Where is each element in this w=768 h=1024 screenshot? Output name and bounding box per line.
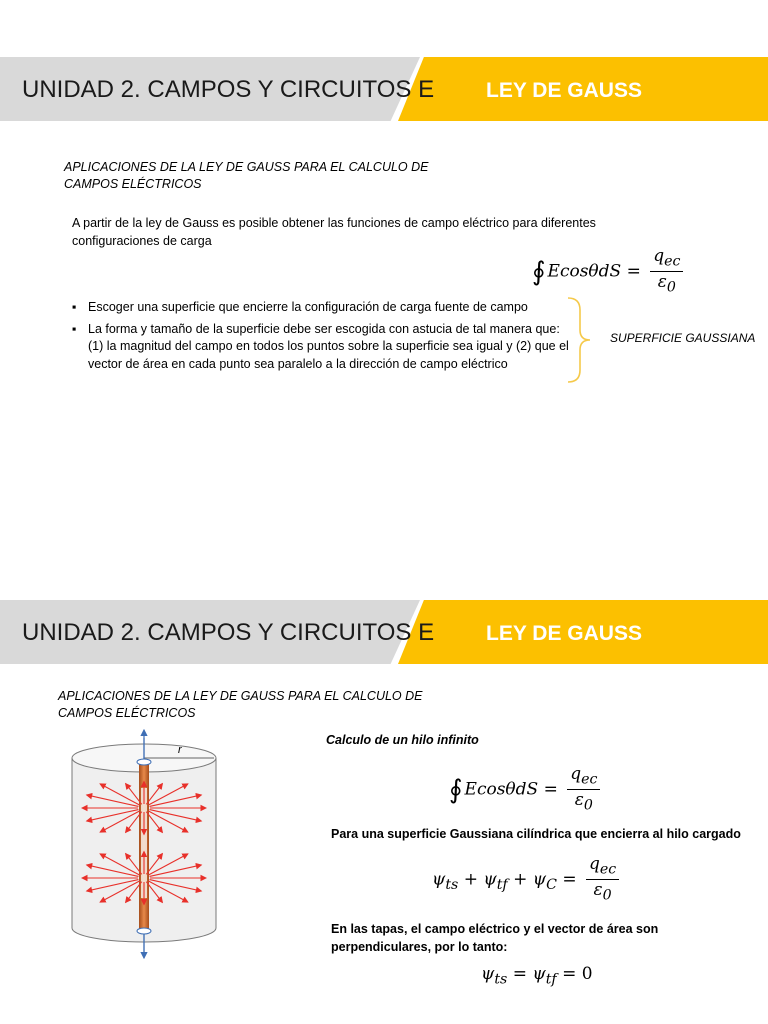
formula-rhs: 0 (581, 964, 593, 984)
flux-term-sub: ts (445, 876, 459, 893)
gauss-law-formula (532, 246, 683, 298)
header-title: UNIDAD 2. CAMPOS Y CIRCUITOS E (22, 619, 435, 646)
flux-term: ψ (432, 869, 446, 890)
end-caps-text: En las tapas, el campo eléctrico y el vector de área son perpendiculares, por lo tanto: (331, 922, 659, 954)
formula-numerator: q (653, 246, 665, 266)
formula-fraction (567, 764, 600, 816)
flux-term: ψ (532, 964, 546, 984)
flux-sum-formula (432, 854, 619, 906)
header-topic: LEY DE GAUSS (486, 622, 642, 645)
flux-term: ψ (532, 869, 547, 890)
formula-numerator-sub: ec (581, 771, 598, 788)
formula-denominator-sub: 0 (583, 797, 593, 814)
plus-sign: + (513, 869, 528, 890)
bullet-list (72, 299, 572, 377)
formula-numerator-sub: ec (599, 861, 617, 878)
formula-denominator: ε (593, 880, 603, 901)
brace-label: SUPERFICIE GAUSSIANA (610, 331, 756, 345)
header-title: UNIDAD 2. CAMPOS Y CIRCUITOS E (22, 76, 435, 103)
wire-top-end (137, 759, 151, 765)
equals-sign: = (562, 869, 577, 890)
flux-term-sub: C (546, 876, 557, 893)
equals-sign: = (512, 964, 527, 984)
intro-paragraph: A partir de la ley de Gauss es posible obtener las funciones de campo eléctrico para diferentes configuraciones de carga (72, 216, 596, 248)
header-topic: LEY DE GAUSS (486, 79, 642, 102)
slide-subtitle: APLICACIONES DE LA LEY DE GAUSS PARA EL CALCULO DE CAMPOS ELÉCTRICOS (64, 160, 429, 191)
section-title: Calculo de un hilo infinito (326, 733, 479, 747)
bullet-item: ▪ La forma y tamaño de la superficie debe ser escogida con astucia de tal manera que: (1) la magnitud del campo en todos los puntos sobre la superficie sea igual y (2) que el vector de área en cada punto sea paralelo a la dirección de campo eléctrico (72, 321, 569, 371)
formula-numerator: q (570, 764, 582, 784)
equals-sign: = (562, 964, 577, 984)
formula-fraction (650, 246, 683, 298)
curly-brace-icon (564, 296, 600, 384)
contour-integral-icon: ∮ (449, 774, 463, 805)
end-caps-flux-formula (481, 964, 593, 987)
wire-highlight (141, 788, 147, 898)
formula-denominator: ε (657, 272, 667, 293)
flux-term-sub: tf (496, 876, 508, 893)
bullet-text: Escoger una superficie que encierre la configuración de carga fuente de campo (88, 300, 528, 314)
formula-fraction (586, 854, 619, 906)
formula-denominator-sub: 0 (602, 887, 612, 904)
slide-2 (0, 540, 768, 1024)
cylindrical-surface-text: Para una superficie Gaussiana cilíndrica que encierra al hilo cargado (331, 827, 741, 841)
formula-denominator: ε (574, 790, 584, 811)
slide-subtitle: APLICACIONES DE LA LEY DE GAUSS PARA EL CALCULO DE CAMPOS ELÉCTRICOS (58, 689, 423, 720)
bullet-item: ▪ Escoger una superficie que encierre la configuración de carga fuente de campo (72, 300, 528, 314)
bullet-text: La forma y tamaño de la superficie debe ser escogida con astucia de tal manera que: (1) la magnitud del campo en todos los puntos sobre la superficie sea igual y (2) que el vector de área en cada punto sea paralelo a la dirección de campo eléctrico (88, 321, 569, 371)
flux-term: ψ (481, 964, 495, 984)
flux-term-sub: ts (494, 971, 508, 988)
flux-term-sub: tf (545, 971, 557, 988)
plus-sign: + (463, 869, 478, 890)
formula-denominator-sub: 0 (666, 279, 676, 296)
contour-integral-icon: ∮ (532, 256, 546, 287)
formula-numerator: q (588, 854, 600, 874)
formula-lhs: EcosθdS = (547, 261, 641, 282)
wire-bottom-end (137, 928, 151, 934)
flux-term: ψ (483, 869, 497, 890)
gauss-law-formula (449, 764, 600, 816)
gaussian-cylinder-diagram (60, 728, 230, 960)
formula-lhs: EcosθdS = (464, 779, 558, 800)
radius-label: r (178, 744, 182, 756)
formula-numerator-sub: ec (664, 253, 681, 270)
